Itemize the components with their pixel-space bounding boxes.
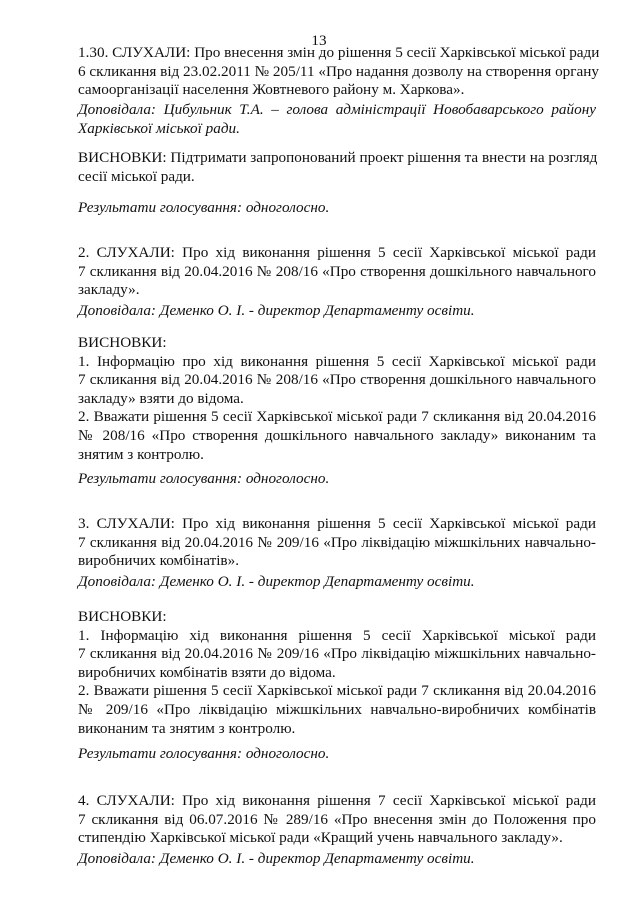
item-2-vote: Результати голосування: одноголосно. bbox=[78, 470, 330, 487]
text-line: сесії міської ради. bbox=[78, 167, 195, 185]
page-number: 13 bbox=[311, 32, 327, 49]
item-1-vote: Результати голосування: одноголосно. bbox=[78, 199, 330, 216]
text-line: 2. Вважати рішення 5 сесії Харківської міської ради 7 скликання від 20.04.2016 bbox=[78, 682, 596, 700]
text-line: № 208/16 «Про створення дошкільного навчального закладу» виконаним та bbox=[78, 426, 596, 444]
text-line: 6 скликання від 23.02.2011 № 205/11 «Про надання дозволу на створення органу bbox=[78, 62, 599, 80]
text-line: 7 скликання від 20.04.2016 № 209/16 «Про ліквідацію міжшкільних навчально- bbox=[78, 645, 596, 663]
text-line: 4. СЛУХАЛИ: Про хід виконання рішення 7 сесії Харківської міської ради bbox=[78, 792, 596, 809]
text-line: 7 скликання від 20.04.2016 № 209/16 «Про ліквідацію міжшкільних навчально- bbox=[78, 533, 596, 551]
item-3-heard bbox=[78, 515, 596, 571]
text-line: Харківської міської ради. bbox=[78, 119, 240, 137]
text-line: ВИСНОВКИ: bbox=[78, 608, 167, 625]
text-line: 2. Вважати рішення 5 сесії Харківської міської ради 7 скликання від 20.04.2016 bbox=[78, 408, 596, 426]
item-3-vote: Результати голосування: одноголосно. bbox=[78, 745, 330, 762]
text-line: знятим з контролю. bbox=[78, 445, 204, 463]
item-3-speaker: Доповідала: Деменко О. І. - директор Департаменту освіти. bbox=[78, 573, 475, 590]
text-line: ВИСНОВКИ: bbox=[78, 334, 167, 351]
item-1-heard bbox=[78, 44, 600, 100]
text-line: 7 скликання від 20.04.2016 № 208/16 «Про створення дошкільного навчального bbox=[78, 371, 596, 389]
item-4-heard bbox=[78, 792, 596, 848]
item-3-conclusions bbox=[78, 608, 596, 738]
item-2-conclusions bbox=[78, 334, 596, 464]
text-line: 7 скликання від 20.04.2016 № 208/16 «Про створення дошкільного навчального bbox=[78, 262, 596, 280]
item-2-speaker: Доповідала: Деменко О. І. - директор Департаменту освіти. bbox=[78, 302, 475, 319]
text-line: виробничих комбінатів взяти до відома. bbox=[78, 663, 336, 681]
text-line: закладу». bbox=[78, 281, 140, 299]
text-line: 3. СЛУХАЛИ: Про хід виконання рішення 5 сесії Харківської міської ради bbox=[78, 515, 596, 532]
text-line: стипендію Харківської міської ради «Кращий учень навчального закладу». bbox=[78, 829, 563, 847]
item-2-heard bbox=[78, 244, 596, 300]
item-4-speaker: Доповідала: Деменко О. І. - директор Департаменту освіти. bbox=[78, 850, 475, 867]
text-line: закладу» взяти до відома. bbox=[78, 389, 244, 407]
text-line: самоорганізації населення Жовтневого району м. Харкова». bbox=[78, 81, 465, 99]
text-line: № 209/16 «Про ліквідацію міжшкільних навчально-виробничих комбінатів bbox=[78, 700, 596, 718]
item-1-conclusions bbox=[78, 149, 596, 186]
text-line: 1. Інформацію хід виконання рішення 5 сесії Харківської міської ради bbox=[78, 626, 596, 644]
text-line: 2. СЛУХАЛИ: Про хід виконання рішення 5 сесії Харківської міської ради bbox=[78, 244, 596, 261]
text-line: 1. Інформацію про хід виконання рішення 5 сесії Харківської міської ради bbox=[78, 352, 596, 370]
text-line: 7 скликання від 06.07.2016 № 289/16 «Про внесення змін до Положення про bbox=[78, 810, 596, 828]
text-line: виробничих комбінатів». bbox=[78, 552, 239, 570]
text-line: ВИСНОВКИ: Підтримати запропонований проект рішення та внести на розгляд bbox=[78, 149, 598, 166]
text-line: Доповідала: Цибульник Т.А. – голова адміністрації Новобаварського району bbox=[78, 101, 596, 118]
text-line: 1.30. СЛУХАЛИ: Про внесення змін до рішення 5 сесії Харківської міської ради bbox=[78, 44, 600, 61]
item-1-speaker bbox=[78, 101, 596, 138]
text-line: виконаним та знятим з контролю. bbox=[78, 719, 296, 737]
